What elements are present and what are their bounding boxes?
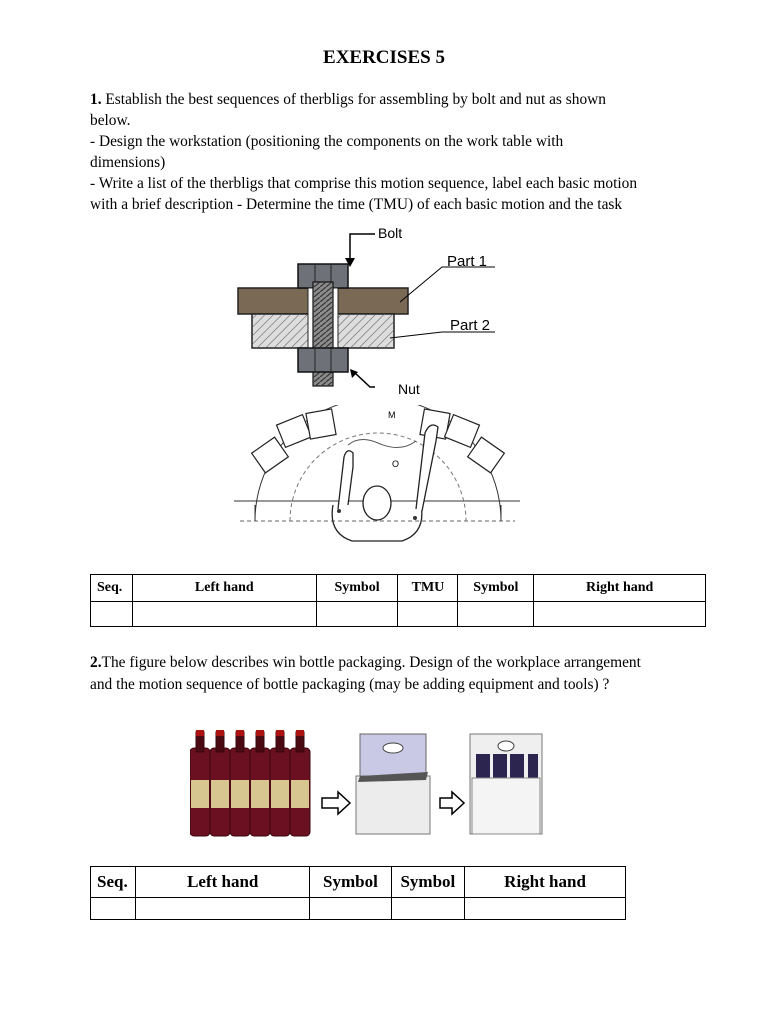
- table-2-empty-row: [91, 898, 626, 920]
- exercise-2-line-1-text: The figure below describes win bottle packaging. Design of the workplace arrangement: [101, 654, 641, 671]
- table-cell: [91, 602, 133, 627]
- table-2-header-symbol-left: Symbol: [310, 867, 391, 898]
- nut: [298, 348, 348, 372]
- right-arm: [416, 425, 438, 511]
- filled-carrier-box: [470, 734, 542, 834]
- bolt-label: Bolt: [378, 225, 403, 241]
- arrow-right-icon: [322, 792, 350, 814]
- table-cell: [310, 898, 391, 920]
- table-1-header-right-hand: Right hand: [534, 575, 706, 602]
- table-1-header-left-hand: Left hand: [132, 575, 316, 602]
- nut-label: Nut: [398, 381, 420, 397]
- nut-leader: [354, 372, 375, 387]
- exercise-1-number: 1.: [90, 91, 102, 108]
- table-cell: [534, 602, 706, 627]
- table-cell: [91, 898, 136, 920]
- exercise-1-text: [90, 89, 705, 215]
- exercise-2-number: 2.: [90, 654, 102, 671]
- exercise-1-line-4: dimensions): [90, 154, 166, 171]
- operator-head: [363, 486, 391, 520]
- table-cell: [391, 898, 464, 920]
- therblig-table-1: [90, 574, 706, 627]
- table-2-header-right-hand: Right hand: [465, 867, 626, 898]
- part-1-label: Part 1: [447, 253, 488, 270]
- table-2-header-left-hand: Left hand: [136, 867, 310, 898]
- empty-carrier-box: [356, 734, 430, 834]
- therblig-table-2: [90, 866, 626, 920]
- page-title: EXERCISES 5: [323, 47, 445, 68]
- table-cell: [136, 898, 310, 920]
- wine-bottles-group: [190, 730, 310, 836]
- table-cell: [465, 898, 626, 920]
- table-2-header-seq: Seq.: [91, 867, 136, 898]
- exercise-1-line-1-text: Establish the best sequences of therbligs for assembling by bolt and nut as shown: [105, 91, 606, 108]
- left-arm: [338, 451, 353, 509]
- workstation-layout-figure: [230, 405, 525, 547]
- exercise-2-line-2: and the motion sequence of bottle packaging (may be adding equipment and tools) ?: [90, 676, 610, 693]
- table-1-header-tmu: TMU: [398, 575, 458, 602]
- bottle-packaging-figure: [190, 730, 560, 840]
- table-1-header-row: [91, 575, 706, 602]
- exercise-2-line-1: [90, 652, 705, 674]
- exercise-1-line-6: with a brief description - Determine the time (TMU) of each basic motion and the task: [90, 196, 623, 213]
- bolt-leader: [350, 234, 375, 262]
- label-m: M: [388, 410, 396, 420]
- arrow-right-icon: [440, 792, 464, 814]
- table-cell: [458, 602, 534, 627]
- table-cell: [316, 602, 398, 627]
- table-2-header-symbol-right: Symbol: [391, 867, 464, 898]
- exercise-1-line-5: - Write a list of the therbligs that comprise this motion sequence, label each basic motion: [90, 175, 638, 192]
- table-1-empty-row: [91, 602, 706, 627]
- exercise-1-line-1: [90, 89, 705, 110]
- label-o: O: [392, 459, 400, 469]
- exercise-2-text: [90, 652, 705, 696]
- table-1-header-symbol-right: Symbol: [458, 575, 534, 602]
- part-2-label: Part 2: [450, 317, 491, 334]
- table-1-header-seq: Seq.: [91, 575, 133, 602]
- exercise-1-line-2: below.: [90, 112, 131, 129]
- table-2-header-row: [91, 867, 626, 898]
- table-cell: [398, 602, 458, 627]
- table-cell: [132, 602, 316, 627]
- table-1-header-symbol-left: Symbol: [316, 575, 398, 602]
- bolt-nut-assembly-figure: [230, 222, 520, 402]
- part-1-leader: [400, 267, 495, 302]
- left-bins: [252, 409, 336, 473]
- exercise-1-line-3: - Design the workstation (positioning the components on the work table with: [90, 133, 564, 150]
